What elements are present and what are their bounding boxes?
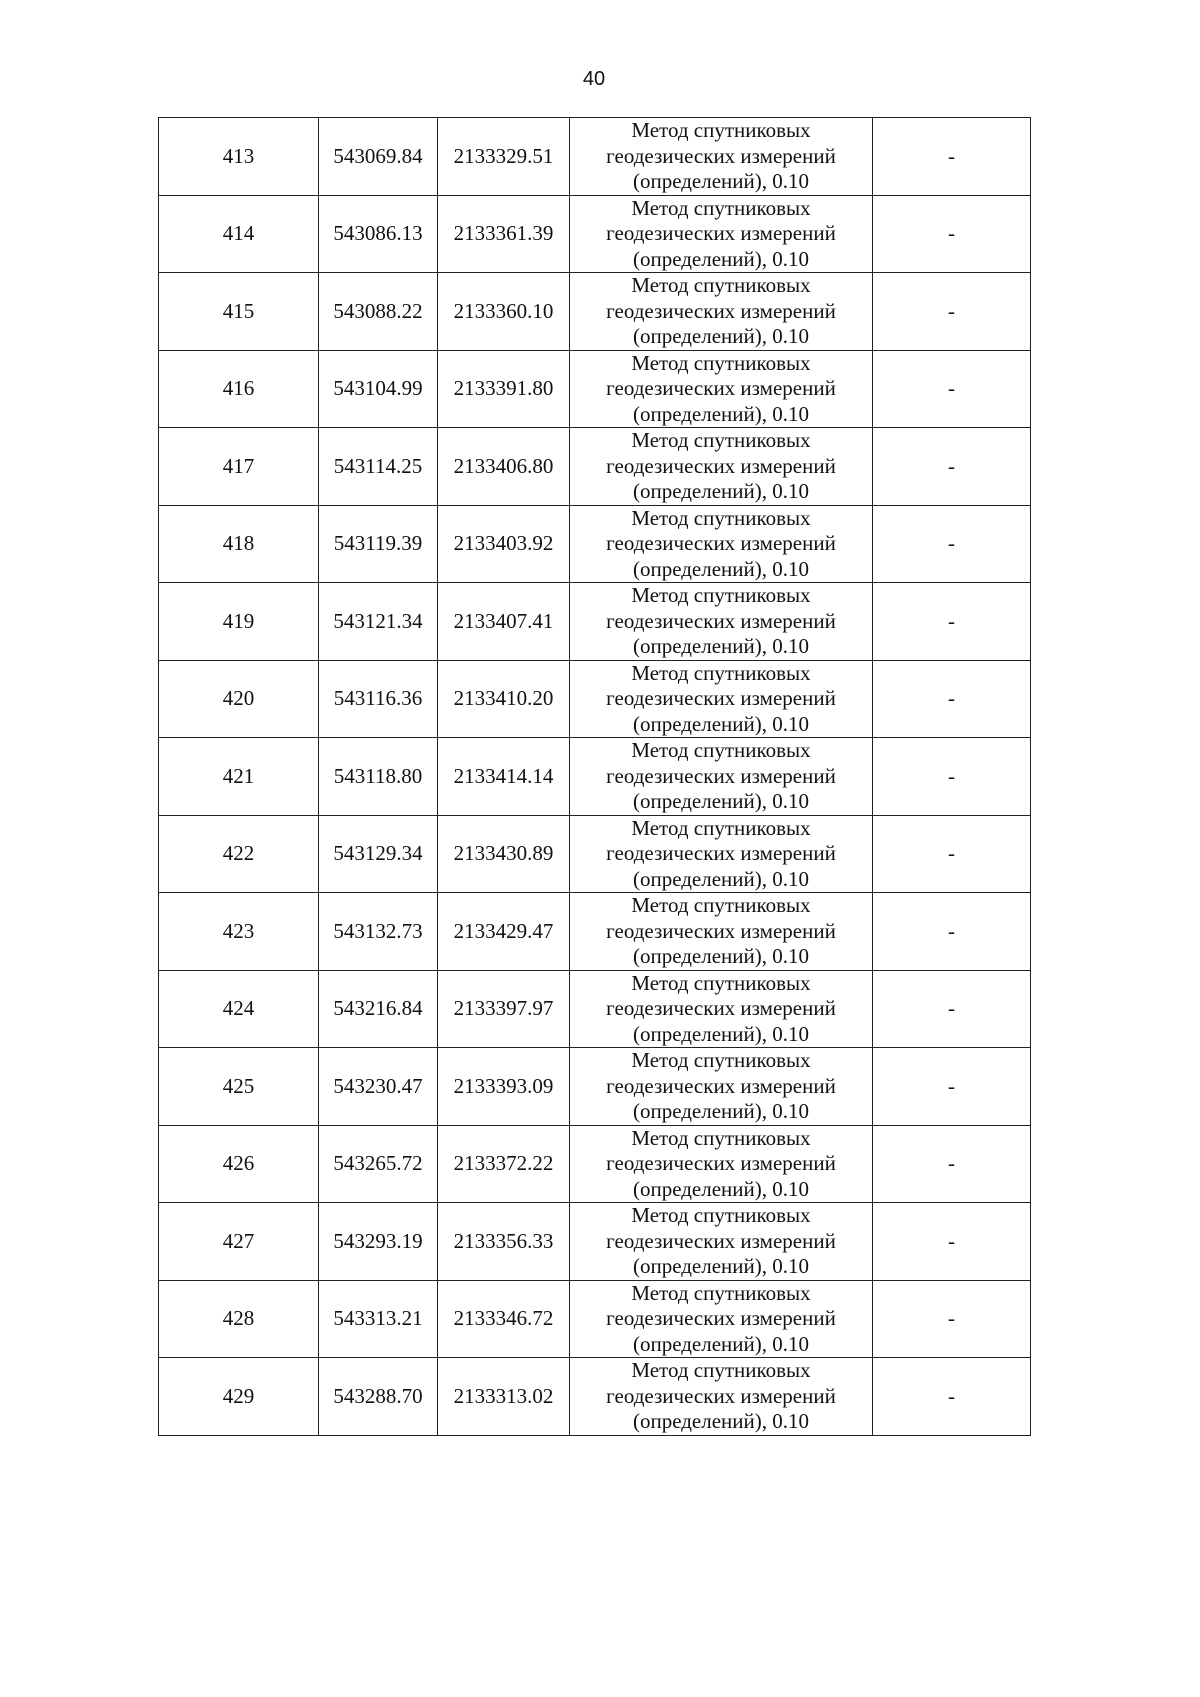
x-coordinate-cell: 543121.34 bbox=[319, 583, 438, 661]
point-number-cell: 424 bbox=[159, 970, 319, 1048]
method-line: Метод спутниковых bbox=[631, 1125, 811, 1150]
x-coordinate-cell: 543104.99 bbox=[319, 350, 438, 428]
note-cell: - bbox=[873, 273, 1031, 351]
x-coordinate-cell: 543069.84 bbox=[319, 118, 438, 196]
method-line: Метод спутниковых bbox=[631, 583, 811, 607]
method-line: (определений), 0.10 bbox=[632, 711, 810, 736]
note-cell: - bbox=[873, 505, 1031, 583]
method-line: геодезических измерений bbox=[606, 531, 836, 555]
method-line: (определений), 0.10 bbox=[632, 944, 810, 968]
point-number-cell: 416 bbox=[159, 350, 319, 428]
y-coordinate-cell: 2133397.97 bbox=[438, 970, 570, 1048]
x-coordinate-cell: 543288.70 bbox=[319, 1358, 438, 1436]
method-cell bbox=[570, 1358, 873, 1436]
method-line: геодезических измерений bbox=[606, 221, 836, 245]
point-number-cell: 413 bbox=[159, 118, 319, 196]
note-cell: - bbox=[873, 970, 1031, 1048]
method-cell bbox=[570, 1280, 873, 1358]
method-line: геодезических измерений bbox=[606, 1151, 836, 1175]
method-line: (определений), 0.10 bbox=[632, 556, 810, 581]
method-line: Метод спутниковых bbox=[631, 505, 811, 530]
method-cell bbox=[570, 118, 873, 196]
table-row bbox=[159, 1203, 1031, 1281]
point-number-cell: 422 bbox=[159, 815, 319, 893]
table-row bbox=[159, 505, 1031, 583]
x-coordinate-cell: 543119.39 bbox=[319, 505, 438, 583]
method-line: геодезических измерений bbox=[606, 841, 836, 865]
method-line: Метод спутниковых bbox=[631, 1280, 811, 1305]
point-number-cell: 428 bbox=[159, 1280, 319, 1358]
method-cell bbox=[570, 1125, 873, 1203]
method-line: геодезических измерений bbox=[606, 1073, 836, 1098]
table-row bbox=[159, 195, 1031, 273]
method-line: (определений), 0.10 bbox=[632, 1099, 810, 1123]
point-number-cell: 418 bbox=[159, 505, 319, 583]
y-coordinate-cell: 2133406.80 bbox=[438, 428, 570, 506]
x-coordinate-cell: 543116.36 bbox=[319, 660, 438, 738]
point-number-cell: 429 bbox=[159, 1358, 319, 1436]
method-cell bbox=[570, 815, 873, 893]
y-coordinate-cell: 2133414.14 bbox=[438, 738, 570, 816]
note-cell: - bbox=[873, 815, 1031, 893]
x-coordinate-cell: 543129.34 bbox=[319, 815, 438, 893]
point-number-cell: 417 bbox=[159, 428, 319, 506]
y-coordinate-cell: 2133361.39 bbox=[438, 195, 570, 273]
method-line: (определений), 0.10 bbox=[632, 324, 810, 348]
y-coordinate-cell: 2133410.20 bbox=[438, 660, 570, 738]
note-cell: - bbox=[873, 1358, 1031, 1436]
method-line: (определений), 0.10 bbox=[632, 169, 810, 193]
x-coordinate-cell: 543088.22 bbox=[319, 273, 438, 351]
method-line: Метод спутниковых bbox=[631, 350, 811, 375]
method-line: (определений), 0.10 bbox=[632, 1331, 810, 1356]
method-line: геодезических измерений bbox=[606, 1228, 836, 1253]
y-coordinate-cell: 2133329.51 bbox=[438, 118, 570, 196]
note-cell: - bbox=[873, 428, 1031, 506]
method-cell bbox=[570, 195, 873, 273]
table-row bbox=[159, 1358, 1031, 1436]
table-row bbox=[159, 893, 1031, 971]
method-line: геодезических измерений bbox=[606, 918, 836, 943]
method-line: геодезических измерений bbox=[606, 376, 836, 400]
note-cell: - bbox=[873, 1125, 1031, 1203]
table-row bbox=[159, 970, 1031, 1048]
method-line: Метод спутниковых bbox=[631, 1358, 811, 1382]
table-row bbox=[159, 1048, 1031, 1126]
method-cell bbox=[570, 273, 873, 351]
y-coordinate-cell: 2133393.09 bbox=[438, 1048, 570, 1126]
y-coordinate-cell: 2133360.10 bbox=[438, 273, 570, 351]
x-coordinate-cell: 543293.19 bbox=[319, 1203, 438, 1281]
method-line: Метод спутниковых bbox=[631, 815, 811, 840]
method-line: Метод спутниковых bbox=[631, 1048, 811, 1072]
method-line: Метод спутниковых bbox=[631, 660, 811, 685]
method-line: (определений), 0.10 bbox=[632, 246, 810, 271]
point-number-cell: 426 bbox=[159, 1125, 319, 1203]
x-coordinate-cell: 543230.47 bbox=[319, 1048, 438, 1126]
point-number-cell: 415 bbox=[159, 273, 319, 351]
method-line: Метод спутниковых bbox=[631, 195, 811, 220]
method-line: геодезических измерений bbox=[606, 996, 836, 1020]
method-line: (определений), 0.10 bbox=[632, 866, 810, 891]
page-number: 40 bbox=[582, 68, 606, 90]
method-line: Метод спутниковых bbox=[631, 738, 811, 762]
method-line: геодезических измерений bbox=[606, 608, 836, 633]
point-number-cell: 420 bbox=[159, 660, 319, 738]
note-cell: - bbox=[873, 660, 1031, 738]
y-coordinate-cell: 2133429.47 bbox=[438, 893, 570, 971]
y-coordinate-cell: 2133391.80 bbox=[438, 350, 570, 428]
coordinates-table bbox=[158, 117, 1031, 1436]
method-line: (определений), 0.10 bbox=[632, 1409, 810, 1433]
table-row bbox=[159, 1125, 1031, 1203]
table-row bbox=[159, 583, 1031, 661]
method-cell bbox=[570, 350, 873, 428]
x-coordinate-cell: 543114.25 bbox=[319, 428, 438, 506]
x-coordinate-cell: 543265.72 bbox=[319, 1125, 438, 1203]
y-coordinate-cell: 2133313.02 bbox=[438, 1358, 570, 1436]
y-coordinate-cell: 2133346.72 bbox=[438, 1280, 570, 1358]
table-row bbox=[159, 428, 1031, 506]
x-coordinate-cell: 543118.80 bbox=[319, 738, 438, 816]
method-line: геодезических измерений bbox=[606, 453, 836, 478]
x-coordinate-cell: 543086.13 bbox=[319, 195, 438, 273]
point-number-cell: 427 bbox=[159, 1203, 319, 1281]
y-coordinate-cell: 2133430.89 bbox=[438, 815, 570, 893]
method-cell bbox=[570, 1048, 873, 1126]
method-cell bbox=[570, 660, 873, 738]
method-cell bbox=[570, 583, 873, 661]
x-coordinate-cell: 543313.21 bbox=[319, 1280, 438, 1358]
method-line: геодезических измерений bbox=[606, 298, 836, 323]
method-line: геодезических измерений bbox=[606, 1306, 836, 1330]
method-cell bbox=[570, 893, 873, 971]
method-cell bbox=[570, 505, 873, 583]
table-row bbox=[159, 660, 1031, 738]
method-cell bbox=[570, 970, 873, 1048]
method-line: геодезических измерений bbox=[606, 1383, 836, 1408]
note-cell: - bbox=[873, 1203, 1031, 1281]
method-cell bbox=[570, 1203, 873, 1281]
point-number-cell: 421 bbox=[159, 738, 319, 816]
table-row bbox=[159, 118, 1031, 196]
method-line: (определений), 0.10 bbox=[632, 401, 810, 426]
note-cell: - bbox=[873, 1048, 1031, 1126]
note-cell: - bbox=[873, 118, 1031, 196]
table-row bbox=[159, 273, 1031, 351]
method-cell bbox=[570, 738, 873, 816]
x-coordinate-cell: 543216.84 bbox=[319, 970, 438, 1048]
table-row bbox=[159, 350, 1031, 428]
y-coordinate-cell: 2133403.92 bbox=[438, 505, 570, 583]
method-line: (определений), 0.10 bbox=[632, 1176, 810, 1201]
note-cell: - bbox=[873, 738, 1031, 816]
y-coordinate-cell: 2133372.22 bbox=[438, 1125, 570, 1203]
note-cell: - bbox=[873, 195, 1031, 273]
method-line: Метод спутниковых bbox=[631, 970, 811, 995]
method-line: Метод спутниковых bbox=[631, 428, 811, 452]
method-line: Метод спутниковых bbox=[631, 893, 811, 917]
note-cell: - bbox=[873, 583, 1031, 661]
method-line: (определений), 0.10 bbox=[632, 479, 810, 503]
method-line: (определений), 0.10 bbox=[632, 634, 810, 658]
method-line: геодезических измерений bbox=[606, 686, 836, 710]
method-line: (определений), 0.10 bbox=[632, 1021, 810, 1046]
method-line: Метод спутниковых bbox=[631, 273, 811, 297]
point-number-cell: 423 bbox=[159, 893, 319, 971]
table-row bbox=[159, 738, 1031, 816]
y-coordinate-cell: 2133356.33 bbox=[438, 1203, 570, 1281]
method-line: Метод спутниковых bbox=[631, 118, 811, 142]
note-cell: - bbox=[873, 350, 1031, 428]
coordinates-table-body bbox=[159, 118, 1031, 1436]
method-line: (определений), 0.10 bbox=[632, 789, 810, 813]
method-line: геодезических измерений bbox=[606, 763, 836, 788]
x-coordinate-cell: 543132.73 bbox=[319, 893, 438, 971]
table-row bbox=[159, 1280, 1031, 1358]
method-line: Метод спутниковых bbox=[631, 1203, 811, 1227]
method-line: (определений), 0.10 bbox=[632, 1254, 810, 1278]
note-cell: - bbox=[873, 893, 1031, 971]
table-row bbox=[159, 815, 1031, 893]
method-cell bbox=[570, 428, 873, 506]
point-number-cell: 419 bbox=[159, 583, 319, 661]
note-cell: - bbox=[873, 1280, 1031, 1358]
method-line: геодезических измерений bbox=[606, 143, 836, 168]
point-number-cell: 414 bbox=[159, 195, 319, 273]
point-number-cell: 425 bbox=[159, 1048, 319, 1126]
y-coordinate-cell: 2133407.41 bbox=[438, 583, 570, 661]
